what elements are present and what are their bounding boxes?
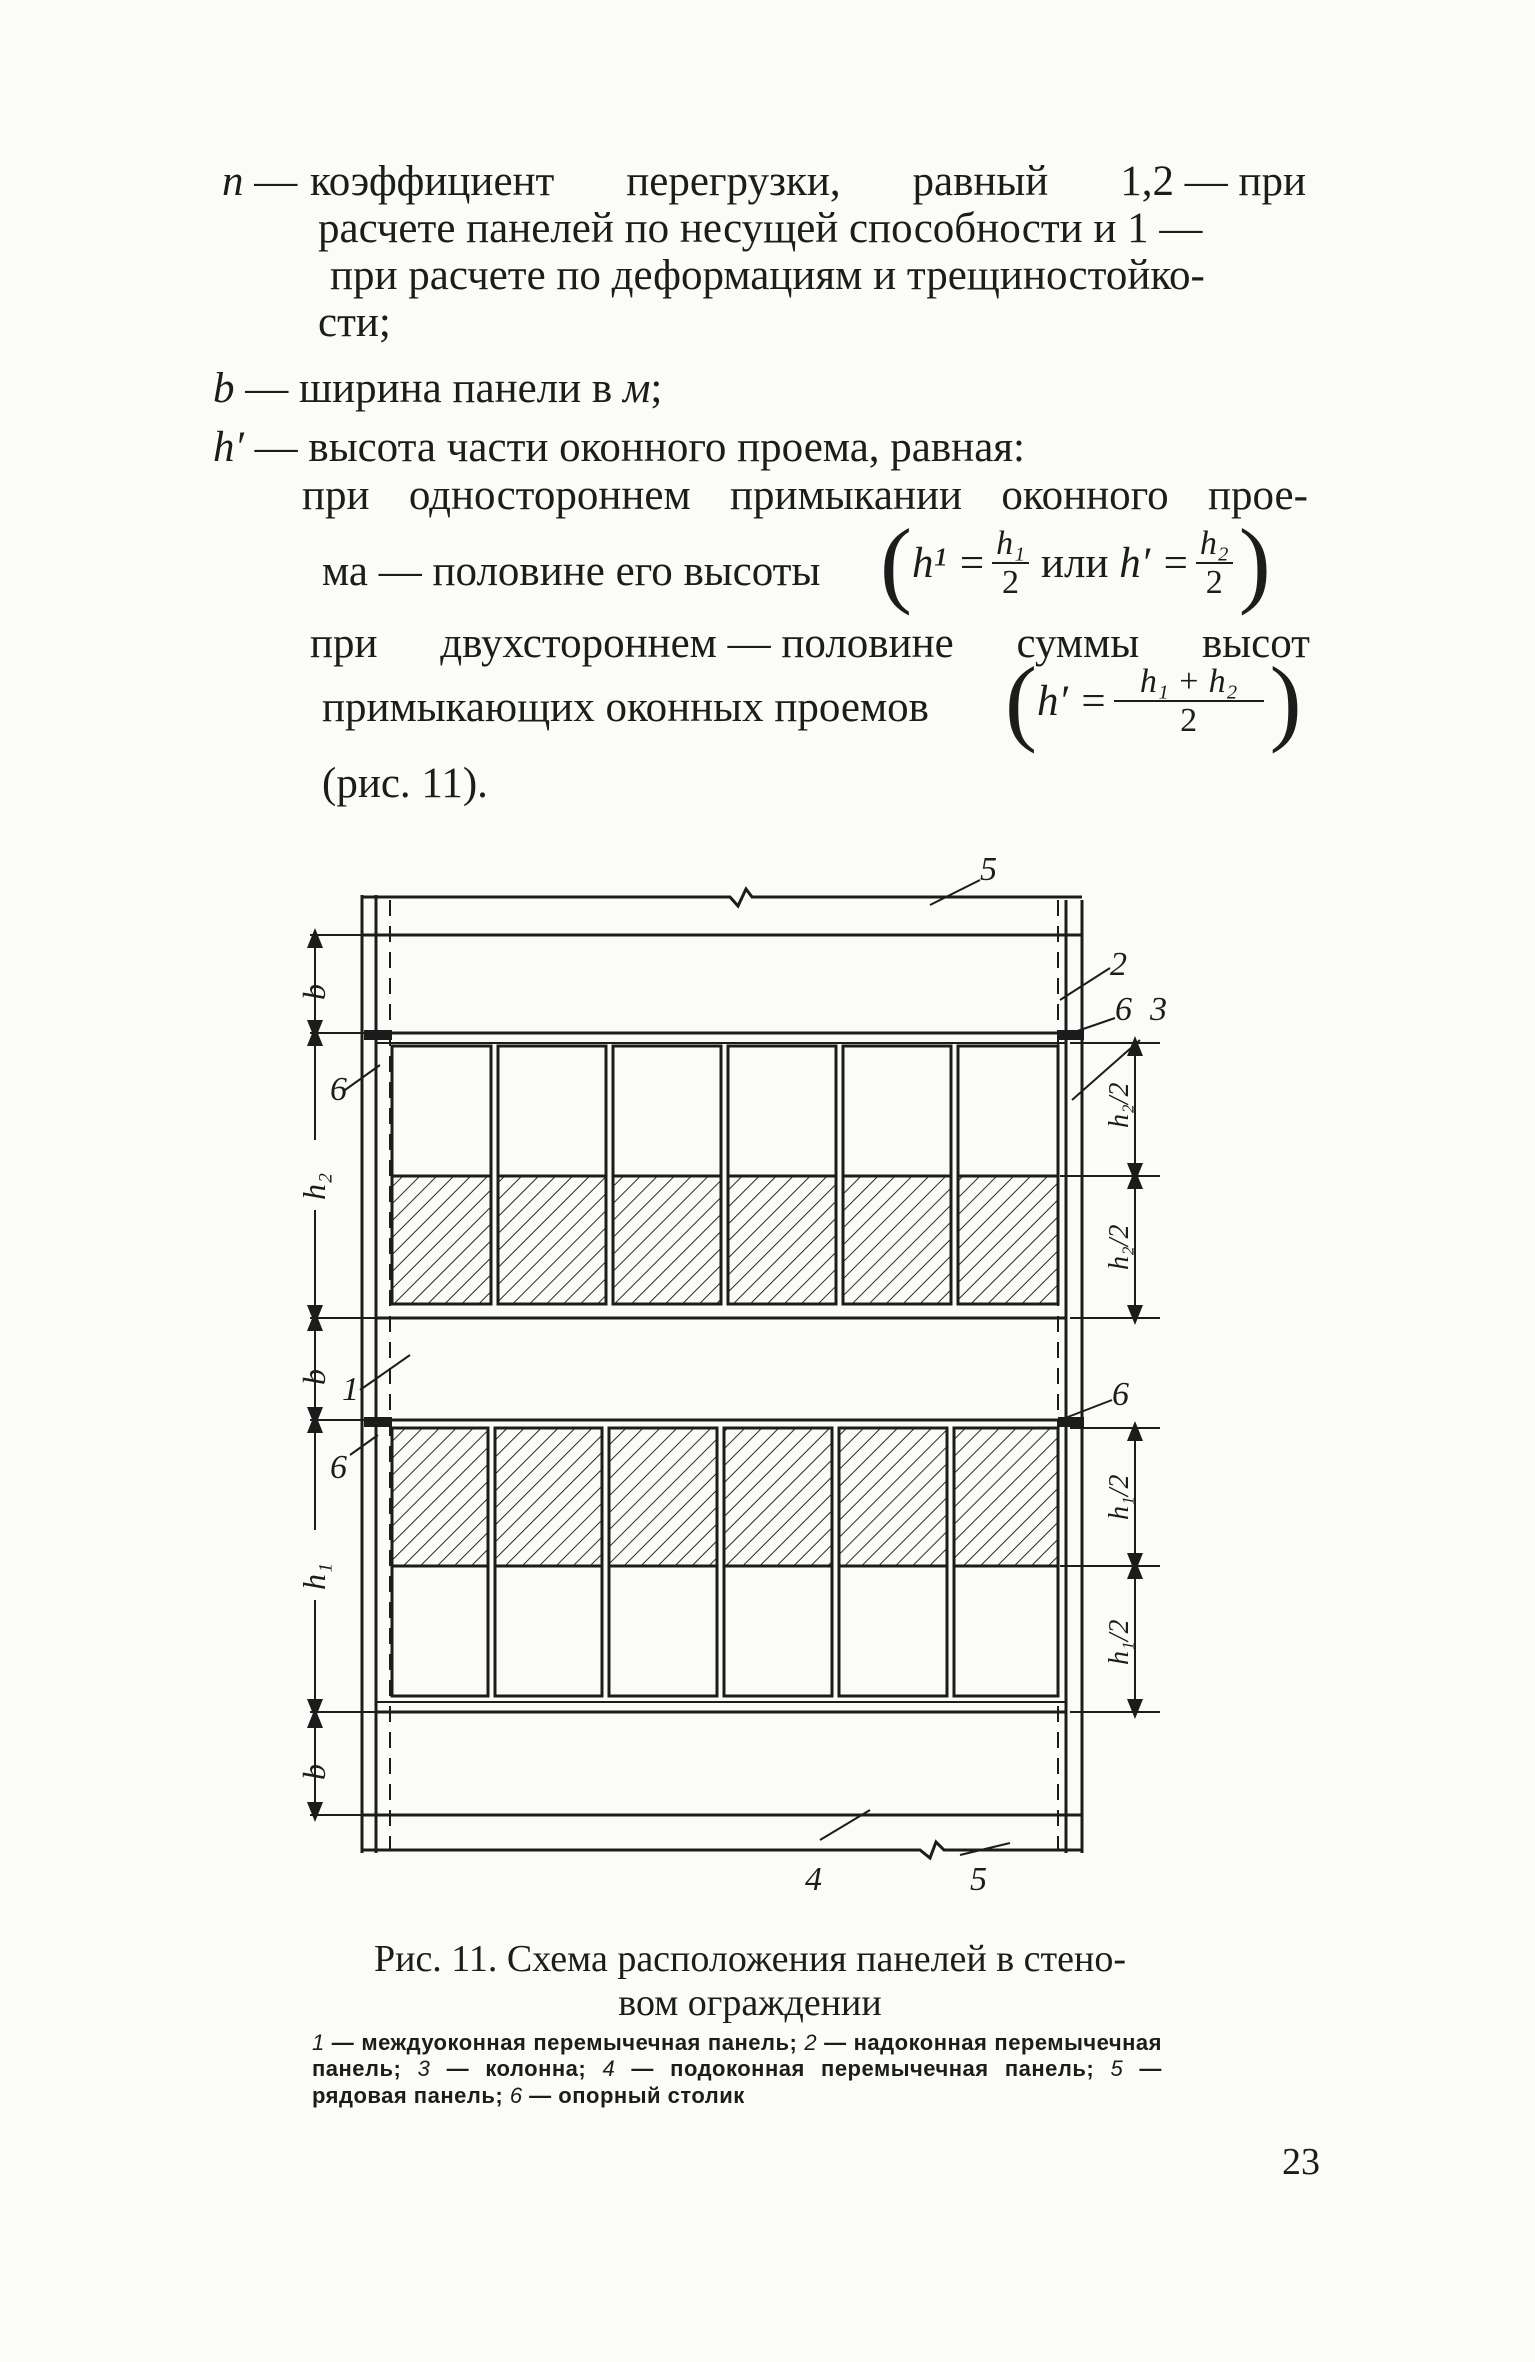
def-n-line1: коэффициент перегрузки, равный 1,2 — при xyxy=(310,158,1306,205)
window-pane xyxy=(728,1046,836,1176)
dim-left-h1: h₁ xyxy=(296,1562,332,1590)
hatched-pane xyxy=(495,1428,602,1566)
callout-2: 2 xyxy=(1110,946,1127,983)
def-hprime-line6: (рис. 11). xyxy=(322,760,488,807)
right-dimension-chain xyxy=(1060,1043,1160,1712)
callout-1: 1 xyxy=(342,1371,359,1408)
window-pane xyxy=(613,1046,721,1176)
def-hprime-line4: при двухстороннем — половине суммы высот xyxy=(310,620,1310,667)
formula-one-sided: ( h¹ = $\frac{\text{h₁}}{2}$ или h′ = $\frac{\text{h₂}}{2}$ ) xyxy=(880,509,1271,616)
window-pane xyxy=(843,1046,951,1176)
callout-5-bottom: 5 xyxy=(970,1861,987,1898)
def-hprime-line2: при одностороннем примыкании оконного прое- xyxy=(302,472,1308,519)
window-pane xyxy=(954,1566,1058,1696)
support-table-lower-left xyxy=(364,1417,392,1427)
lower-window-panes xyxy=(392,1566,1058,1696)
hatched-pane xyxy=(958,1176,1058,1304)
upper-window-hatched xyxy=(392,1176,1058,1304)
hatched-pane xyxy=(724,1428,832,1566)
def-hprime-line3: ма — половине его высоты xyxy=(322,548,821,595)
hatched-pane xyxy=(843,1176,951,1304)
def-n-line4: сти; xyxy=(318,299,391,346)
page-number: 23 xyxy=(1282,2141,1320,2183)
hatched-pane xyxy=(392,1176,491,1304)
window-pane xyxy=(392,1046,491,1176)
dim-left-b-1: b xyxy=(296,984,332,1000)
hatched-pane xyxy=(609,1428,717,1566)
row-panel-bottom-edge xyxy=(362,1842,1082,1858)
callout-6-upper-right: 6 xyxy=(1115,991,1132,1028)
def-n-line3: при расчете по деформациям и трещиностойко- xyxy=(330,252,1205,299)
figure-caption-title-1: Рис. 11. Схема расположения панелей в стено- xyxy=(373,1938,1127,1980)
callout-4: 4 xyxy=(805,1861,822,1898)
def-n-symbol: n — xyxy=(222,158,298,205)
hatched-pane xyxy=(392,1428,488,1566)
legend-item: 5 — рядовая панель; xyxy=(312,2056,1162,2108)
window-pane xyxy=(609,1566,717,1696)
row-panel-top-edge xyxy=(362,889,1082,906)
hatched-pane xyxy=(728,1176,836,1304)
legend-item: 2 — надоконная перемычечная панель; xyxy=(312,2030,1162,2082)
callout-5-top: 5 xyxy=(980,851,997,888)
dim-left-h2: h₂ xyxy=(296,1172,332,1200)
legend-item: 4 — подоконная перемычечная панель; xyxy=(602,2056,1095,2082)
window-pane xyxy=(392,1566,488,1696)
hatched-pane xyxy=(954,1428,1058,1566)
dim-left-b-3: b xyxy=(296,1764,332,1780)
formula-two-sided: ( h′ = $\frac{\text{h₁ + h₂}}{2}$ ) xyxy=(1005,647,1302,754)
legend-item: 6 — опорный столик xyxy=(509,2082,745,2108)
legend-item: 1 — междуоконная перемычечная панель; xyxy=(312,2030,798,2055)
def-b: b — ширина панели в м; xyxy=(213,365,663,412)
hatched-pane xyxy=(839,1428,947,1566)
def-n-line2: расчете панелей по несущей способности и 1 — xyxy=(318,205,1203,252)
support-table-upper-right xyxy=(1058,1030,1084,1040)
support-table-upper-left xyxy=(364,1030,392,1040)
hatched-pane xyxy=(498,1176,606,1304)
hatched-pane xyxy=(613,1176,721,1304)
window-pane xyxy=(839,1566,947,1696)
window-pane xyxy=(958,1046,1058,1176)
callout-6-lower-left: 6 xyxy=(330,1449,347,1486)
upper-window-panes xyxy=(392,1046,1058,1176)
lower-window-hatched xyxy=(392,1428,1058,1566)
dim-right-h2-half-1: h₂/2 xyxy=(1104,1082,1135,1128)
figure-legend xyxy=(312,2030,1162,2109)
callout-6-upper-left: 6 xyxy=(330,1071,347,1108)
legend-item: 3 — колонна; xyxy=(417,2056,587,2082)
window-pane xyxy=(724,1566,832,1696)
window-pane xyxy=(498,1046,606,1176)
figure-caption-title-2: вом ограждении xyxy=(618,1982,882,2024)
def-hprime-line1: h′ — высота части оконного проема, равная: xyxy=(213,424,1026,471)
dim-right-h1-half-2: h₁/2 xyxy=(1104,1619,1135,1665)
def-hprime-line5: примыкающих оконных проемов xyxy=(322,684,929,731)
dim-left-b-2: b xyxy=(296,1369,332,1385)
callout-6-lower-right: 6 xyxy=(1112,1376,1129,1413)
dim-right-h1-half-1: h₁/2 xyxy=(1104,1474,1135,1520)
callout-3: 3 xyxy=(1150,991,1167,1028)
window-pane xyxy=(495,1566,602,1696)
dim-right-h2-half-2: h₂/2 xyxy=(1104,1224,1135,1270)
